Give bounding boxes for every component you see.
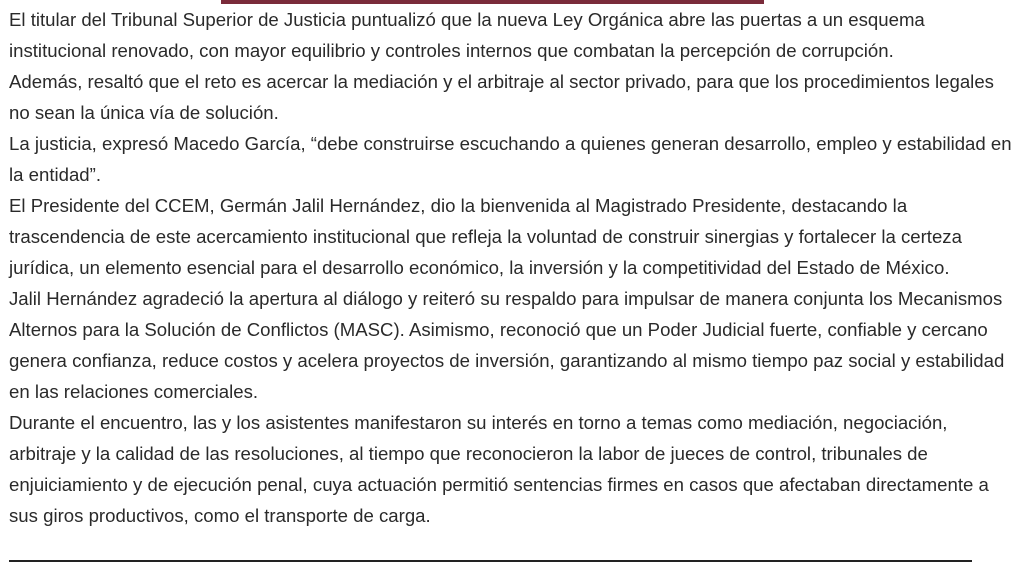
article-body — [9, 4, 1014, 531]
divider — [9, 560, 972, 562]
article-paragraph: El Presidente del CCEM, Germán Jalil Hernández, dio la bienvenida al Magistrado Presidente, destacando la trascendencia de este acercamiento institucional que refleja la voluntad de construir sinergias y fortalecer la certeza jurídica, un elemento esencial para el desarrollo económico, la inversión y la competitividad del Estado de México. — [9, 195, 962, 278]
article-paragraph: El titular del Tribunal Superior de Justicia puntualizó que la nueva Ley Orgánica abre las puertas a un esquema institucional renovado, con mayor equilibrio y controles internos que combatan la percepción de corrupción. — [9, 9, 925, 61]
article-paragraph: Además, resaltó que el reto es acercar la mediación y el arbitraje al sector privado, para que los procedimientos legales no sean la única vía de solución. — [9, 71, 994, 123]
article-paragraph: Durante el encuentro, las y los asistentes manifestaron su interés en torno a temas como mediación, negociación, arbitraje y la calidad de las resoluciones, al tiempo que reconocieron la labor de jueces de control, tribunales de enjuiciamiento y de ejecución penal, cuya actuación permitió sentencias firmes en casos que afectaban directamente a sus giros productivos, como el transporte de carga. — [9, 412, 989, 526]
article-paragraph: Jalil Hernández agradeció la apertura al diálogo y reiteró su respaldo para impulsar de manera conjunta los Mecanismos Alternos para la Solución de Conflictos (MASC). Asimismo, reconoció que un Poder Judicial fuerte, confiable y cercano genera confianza, reduce costos y acelera proyectos de inversión, garantizando al mismo tiempo paz social y estabilidad en las relaciones comerciales. — [9, 288, 1005, 402]
article-paragraph: La justicia, expresó Macedo García, “debe construirse escuchando a quienes generan desarrollo, empleo y estabilidad en la entidad”. — [9, 133, 1012, 185]
